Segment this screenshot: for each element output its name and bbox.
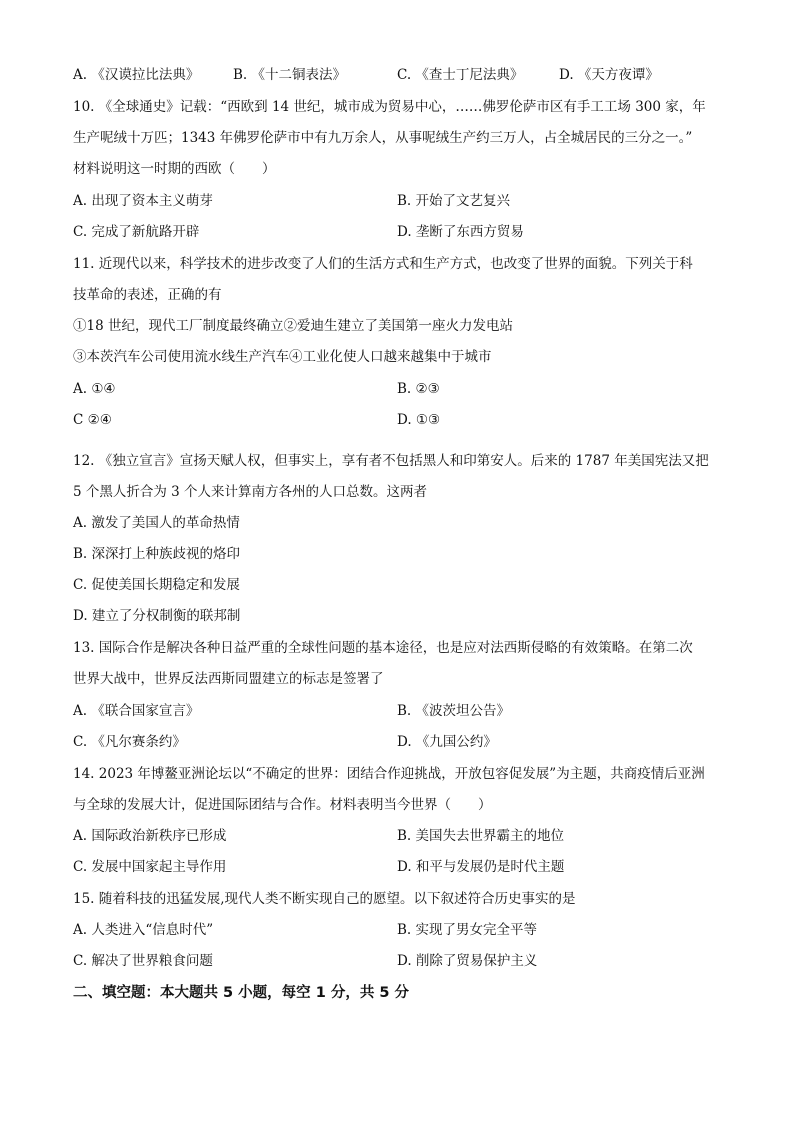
option-d: D. ①③ — [397, 412, 441, 428]
option-a: A. 激发了美国人的革命热情 — [73, 515, 240, 531]
question-11-stem-line: 11. 近现代以来，科学技术的进步改变了人们的生活方式和生产方式，也改变了世界的面貌。下列关于科 — [73, 256, 693, 272]
option-b: B. 《波茨坦公告》 — [397, 703, 511, 719]
option-d: D. 垄断了东西方贸易 — [397, 224, 524, 240]
option-b: B. 《十二铜表法》 — [233, 67, 347, 83]
option-b: B. 深深打上种族歧视的烙印 — [73, 546, 241, 562]
question-12-stem-line: 5 个黑人折合为 3 个人来计算南方各州的人口总数。这两者 — [73, 484, 428, 500]
option-a: A. 出现了资本主义萌芽 — [73, 193, 213, 209]
question-11-stem-line: 技革命的表述，正确的有 — [73, 287, 222, 303]
question-11-statement-line: ①18 世纪，现代工厂制度最终确立②爱迪生建立了美国第一座火力发电站 — [73, 318, 513, 334]
option-b: B. 美国失去世界霸主的地位 — [397, 828, 565, 844]
option-d: D. 建立了分权制衡的联邦制 — [73, 608, 241, 624]
option-a: A. 人类进入“信息时代” — [73, 922, 214, 938]
question-13-stem-line: 13. 国际合作是解决各种日益严重的全球性问题的基本途径，也是应对法西斯侵略的有效策略。在第二次 — [73, 640, 693, 656]
question-10-stem-line: 10. 《全球通史》记载：“西欧到 14 世纪，城市成为贸易中心，……佛罗伦萨市区有手工工场 300 家，年 — [73, 99, 706, 115]
option-b: B. 实现了男女完全平等 — [397, 922, 538, 938]
question-15-stem-line: 15. 随着科技的迅猛发展,现代人类不断实现自己的愿望。以下叙述符合历史事实的是 — [73, 891, 576, 907]
section-heading: 二、填空题：本大题共 5 小题，每空 1 分，共 5 分 — [73, 985, 410, 1001]
question-14-stem-line: 与全球的发展大计，促进国际团结与合作。材料表明当今世界（ ） — [73, 797, 492, 813]
question-12-stem-line: 12. 《独立宣言》宣扬天赋人权，但事实上，享有者不包括黑人和印第安人。后来的 1787 年美国宪法又把 — [73, 453, 709, 469]
option-d: D. 《九国公约》 — [397, 734, 497, 750]
option-a: A. ①④ — [73, 381, 116, 397]
option-c: C. 发展中国家起主导作用 — [73, 859, 227, 875]
option-c: C. 《凡尔赛条约》 — [73, 734, 186, 750]
question-10-stem-line: 材料说明这一时期的西欧（ ） — [73, 161, 276, 177]
option-d: D. 《天方夜谭》 — [559, 67, 659, 83]
question-13-stem-line: 世界大战中，世界反法西斯同盟建立的标志是签署了 — [73, 671, 384, 687]
option-b: B. ②③ — [397, 381, 440, 397]
question-10-stem-line: 生产呢绒十万匹；1343 年佛罗伦萨市中有九万余人，从事呢绒生产约三万人，占全城居民的三分之一。” — [73, 130, 693, 146]
option-c: C. 促使美国长期稳定和发展 — [73, 577, 240, 593]
question-11-statement-line: ③本茨汽车公司使用流水线生产汽车④工业化使人口越来越集中于城市 — [73, 349, 492, 365]
option-c: C. 《查士丁尼法典》 — [397, 67, 524, 83]
option-a: A. 《联合国家宣言》 — [73, 703, 200, 719]
option-a: A. 国际政治新秩序已形成 — [73, 828, 227, 844]
option-d: D. 和平与发展仍是时代主题 — [397, 859, 565, 875]
option-b: B. 开始了文艺复兴 — [397, 193, 511, 209]
question-14-stem-line: 14. 2023 年博鳌亚洲论坛以“不确定的世界：团结合作迎挑战，开放包容促发展”为主题，共商疫情后亚洲 — [73, 766, 705, 782]
option-d: D. 削除了贸易保护主义 — [397, 953, 538, 969]
option-c: C ②④ — [73, 412, 112, 428]
option-c: C. 解决了世界粮食问题 — [73, 953, 213, 969]
option-c: C. 完成了新航路开辟 — [73, 224, 200, 240]
option-a: A. 《汉谟拉比法典》 — [73, 67, 200, 83]
